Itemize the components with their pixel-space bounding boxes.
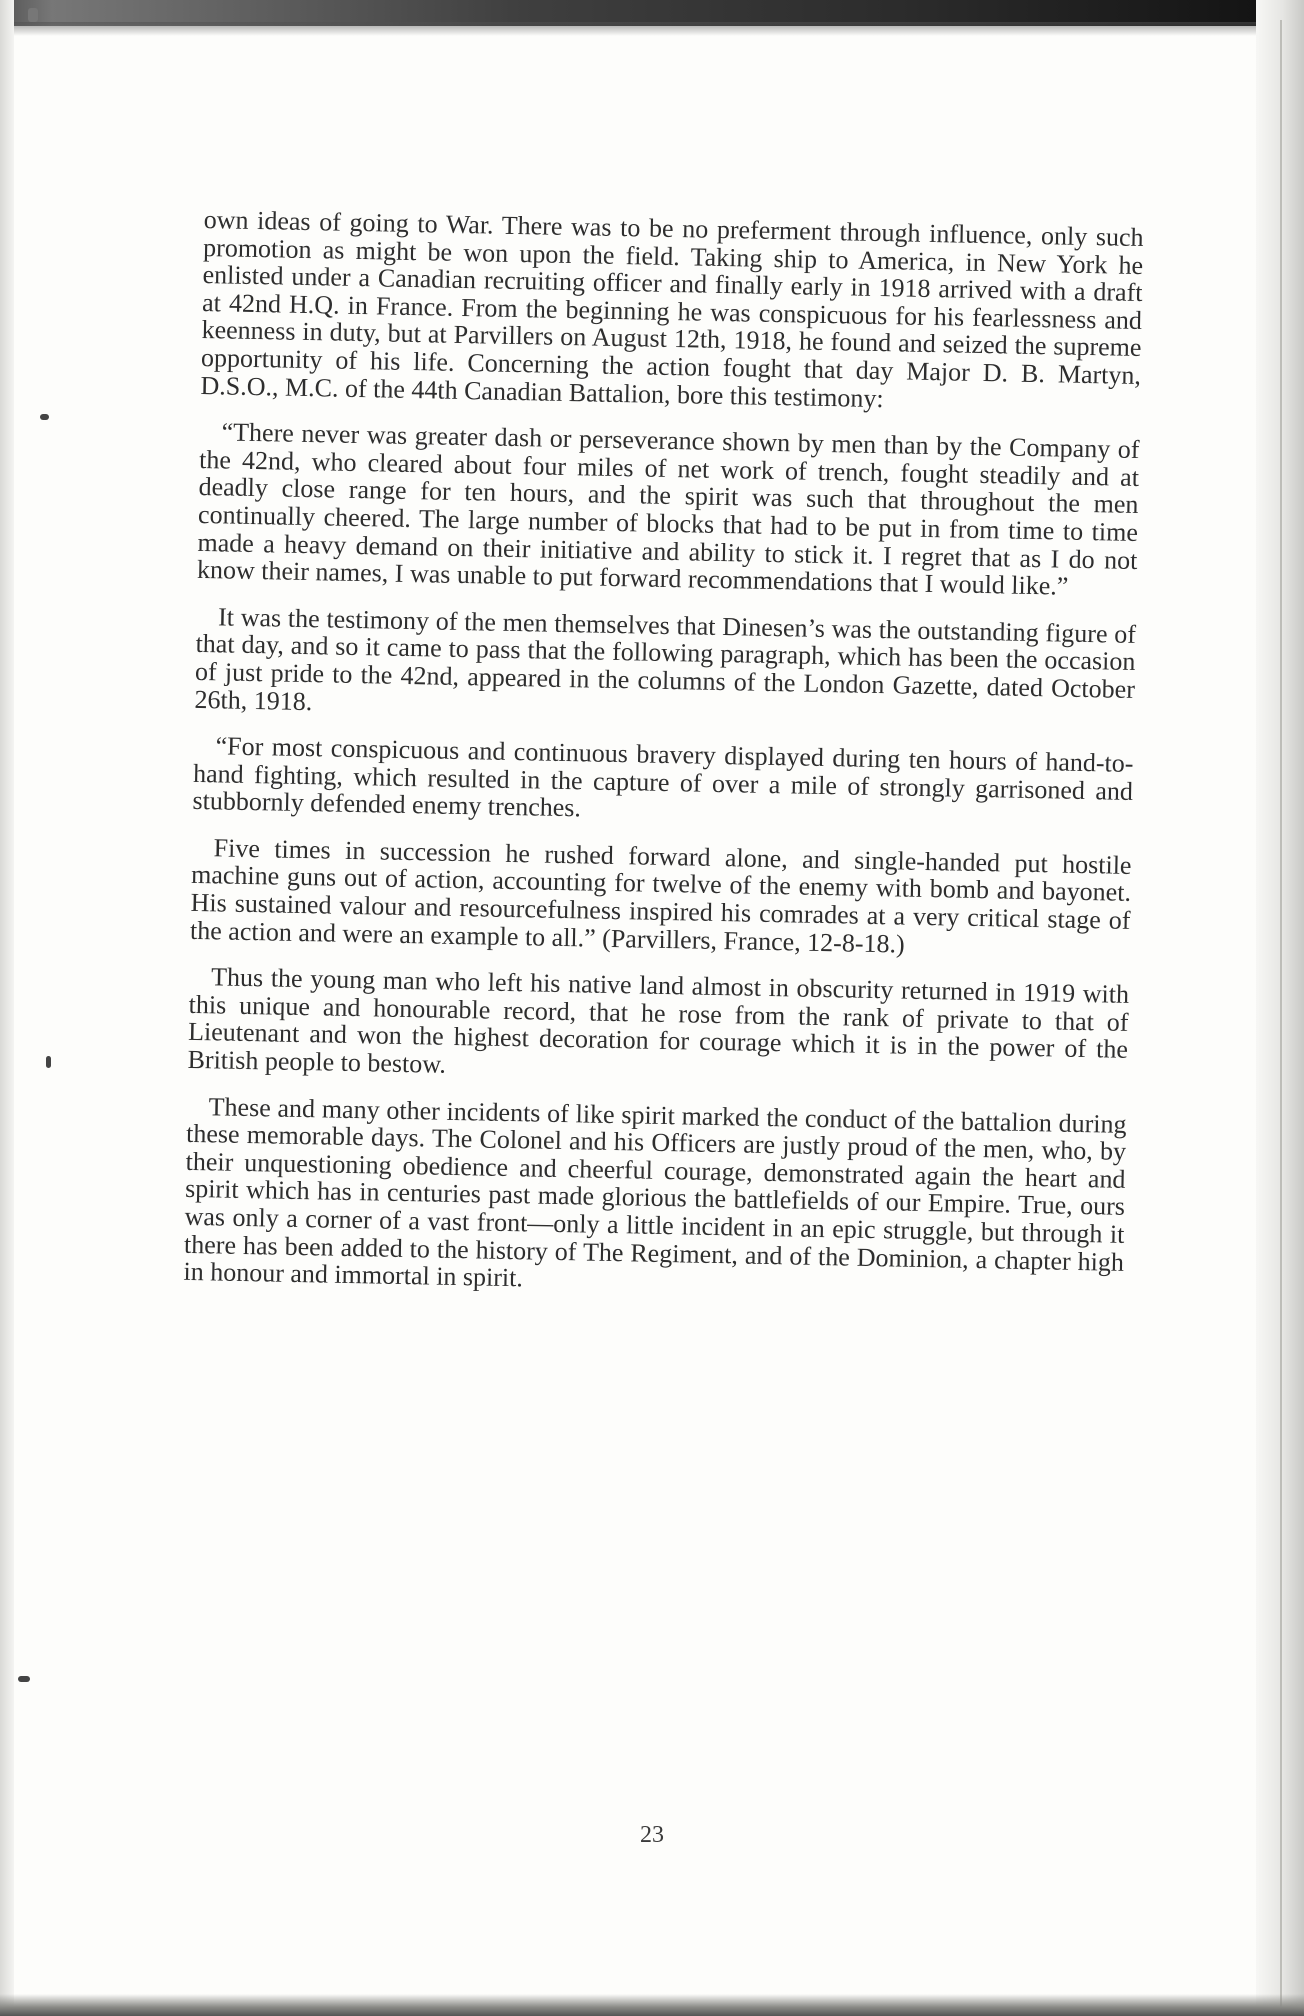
body-text [183, 206, 1144, 1323]
margin-speck [46, 1056, 51, 1068]
scan-top-shadow [0, 22, 1304, 36]
margin-speck [28, 8, 38, 22]
scan-bottom-edge [0, 1994, 1304, 2016]
paragraph: Thus the young man who left his native land almost in obscurity returned in 1919 with this unique and honourable record, that he rose from the rank of private to that of Lieutenant and won the highest decoration for courage which it is in the power of the British people to bestow. [187, 962, 1130, 1079]
citation-paragraph: “For most conspicuous and continuous bravery displayed during ten hours of hand-to-hand fighting, which resulted in the capture of over a mile of strongly garrisoned and stubbornly defended enemy trenches. [192, 731, 1134, 823]
paragraph: It was the testimony of the men themselves that Dinesen’s was the outstanding figure of that day, and so it came to pass that the following paragraph, which has been the occasion of just pride to the 42nd, appeared in the columns of the London Gazette, dated October 26th, 1918. [194, 602, 1137, 716]
margin-speck [40, 414, 49, 420]
scan-right-rule [1280, 20, 1282, 2010]
paragraph: These and many other incidents of like spirit marked the conduct of the battalion during these memorable days. The Colonel and his Officers are justly proud of the men, who, by their unquestioning obedience and cheerful courage, demonstrated again the heart and spirit which has in centuries past made glorious the battlefields of our Empire. True, ours was only a corner of a vast front—only a little incident in an epic struggle, but through it there has been added to the history of The Regiment, and of the Dominion, a chapter high in honour and immortal in spirit. [183, 1091, 1127, 1293]
scan-left-edge [0, 0, 14, 2016]
citation-paragraph: Five times in succession he rushed forward alone, and single-handed put hostile machine guns out of action, accounting for twelve of the enemy with bomb and bayonet. His sustained valour and resourcefulness inspired his comrades at a very critical stage of the action and were an example to all.” (Parvillers, France, 12-8-18.) [189, 833, 1132, 959]
margin-speck [18, 1676, 30, 1682]
paragraph: own ideas of going to War. There was to be no preferment through influence, only such promotion as might be won upon the field. Taking ship to America, in New York he enlisted under a Canadian recruiting officer and finally early in 1918 arrived with a draft at 42nd H.Q. in France. From the beginning he was conspicuous for his fearlessness and keenness in duty, but at Parvillers on August 12th, 1918, he found and seized the supreme opportunity of his life. Concerning the action fought that day Major D. B. Martyn, D.S.O., M.C. of the 44th Canadian Battalion, bore this testimony: [200, 205, 1144, 413]
quotation-paragraph: “There never was greater dash or perseverance shown by men than by the Company of the 42nd, who cleared about four miles of net work of trench, fought steadily and at deadly close range for ten hours, and the spirit was such that throughout the men continually cheered. The large number of blocks that had to be put in from time to time made a heavy demand on their initiative and ability to stick it. I regret that as I do not know their names, I was unable to put forward recommendations that I would like.” [196, 417, 1140, 601]
page-number: 23 [640, 1822, 664, 1848]
